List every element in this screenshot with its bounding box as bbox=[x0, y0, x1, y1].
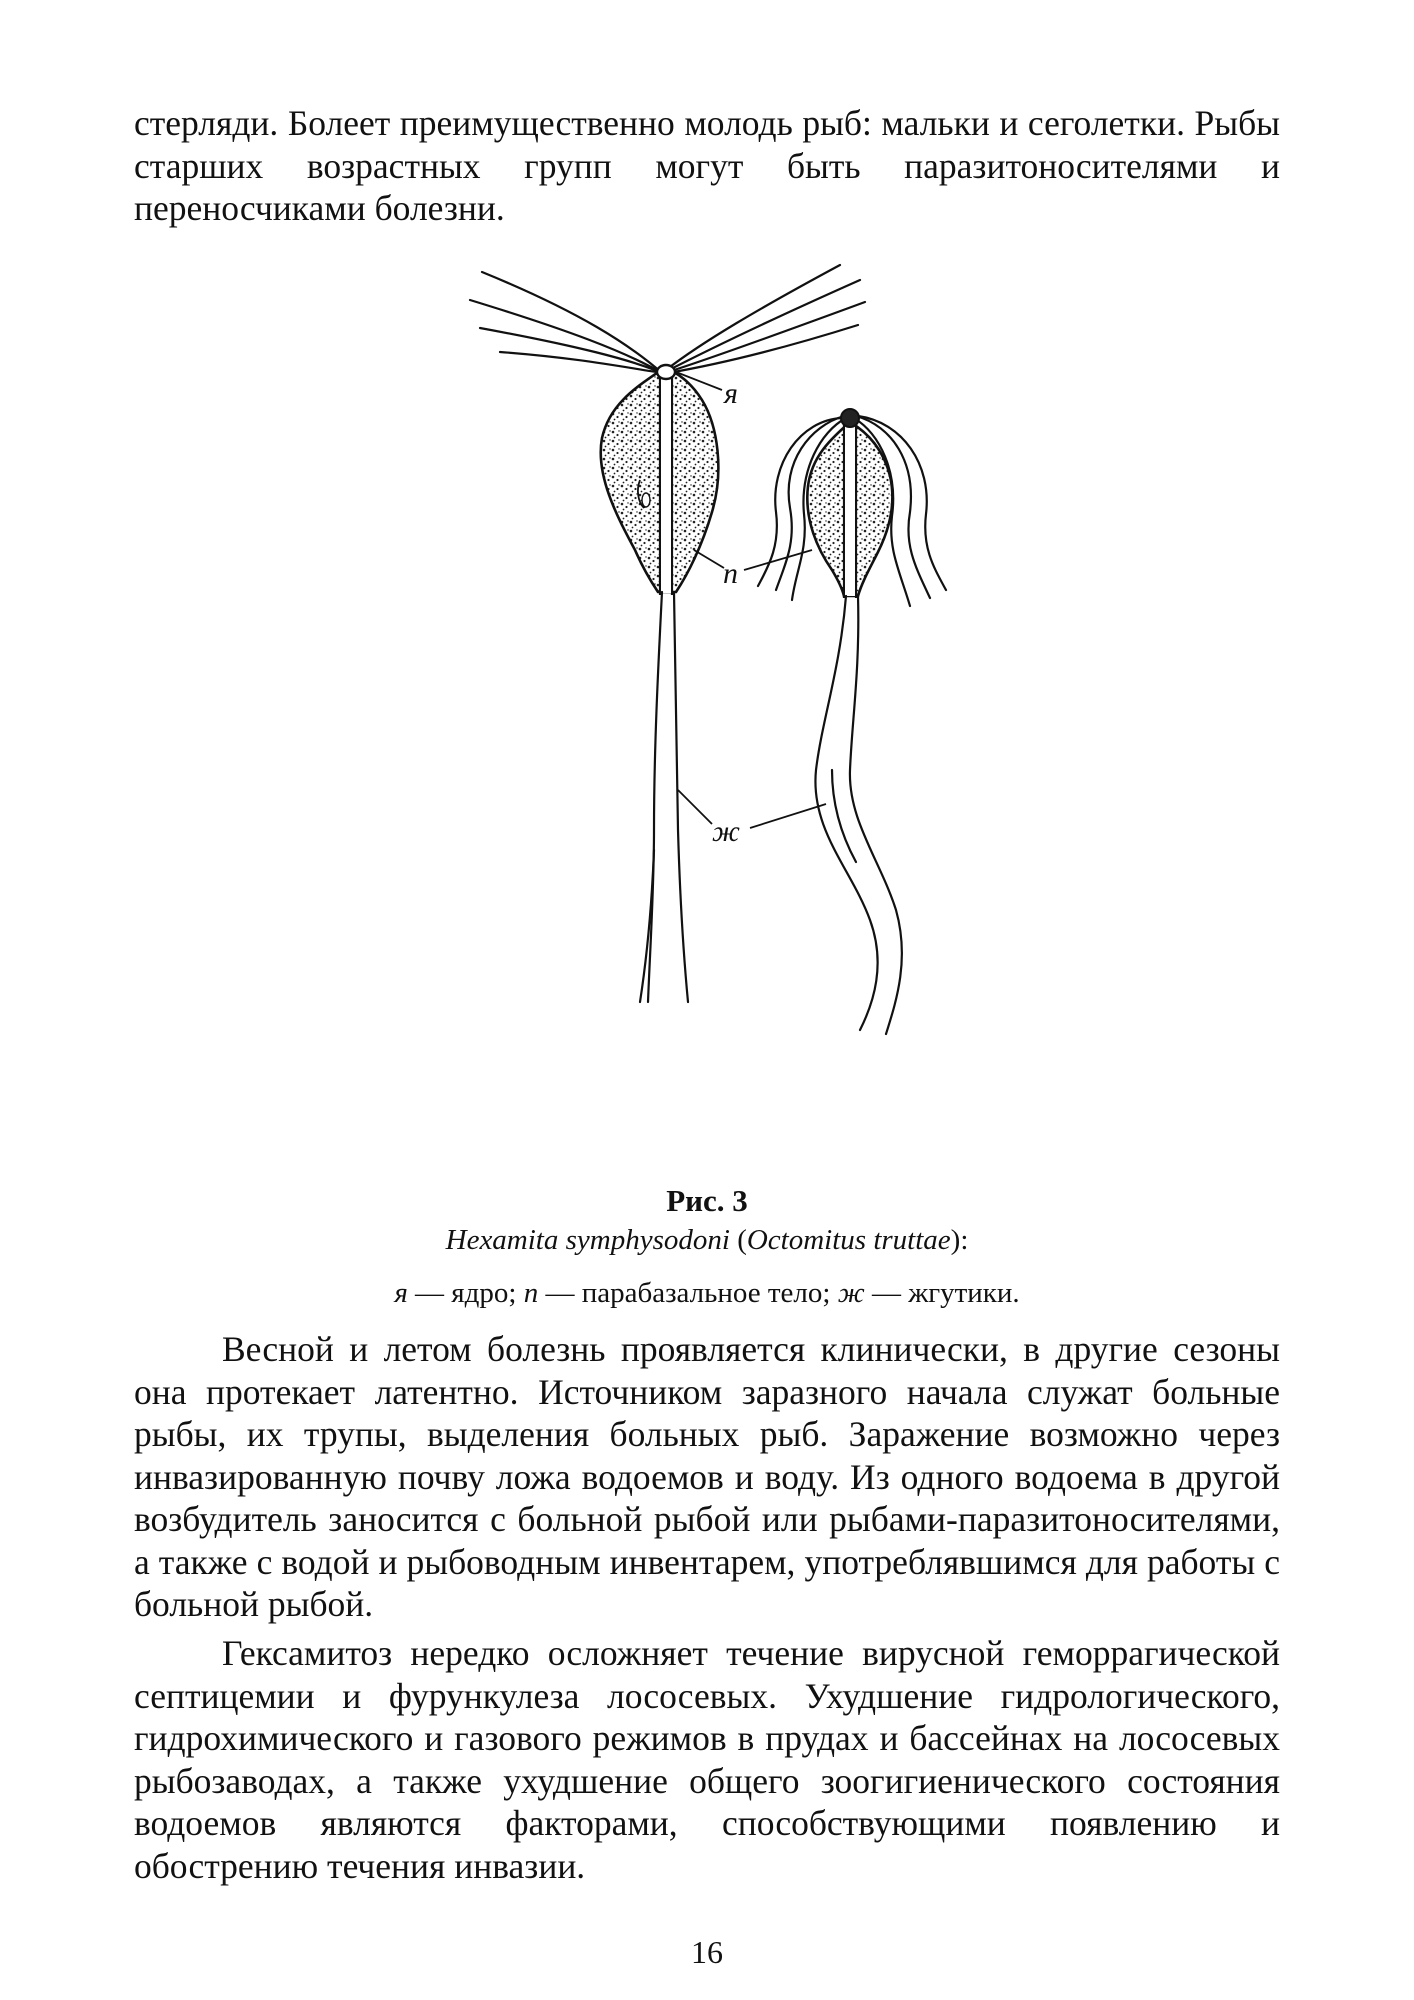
species-close: ): bbox=[950, 1224, 969, 1256]
legend-text-nucleus: — ядро; bbox=[407, 1277, 524, 1309]
parabasal-leader bbox=[694, 550, 724, 568]
species-open: ( bbox=[729, 1224, 747, 1256]
figure-caption-species bbox=[134, 1222, 1280, 1258]
intro-paragraph: стерляди. Болеет преимущественно молодь рыб: мальки и сеголетки. Рыбы старших возрастных групп могут быть паразитоносителями и переносчиками болезни. bbox=[134, 103, 1280, 228]
species-name: Hexamita symphysodoni bbox=[445, 1224, 730, 1256]
species-synonym: Octomitus truttae bbox=[746, 1224, 951, 1256]
legend-abbr-parabasal: п bbox=[523, 1277, 539, 1309]
figure-legend bbox=[134, 1275, 1280, 1311]
legend-text-parabasal: — парабазальное тело; bbox=[538, 1277, 838, 1309]
legend-abbr-flagella: ж bbox=[837, 1277, 865, 1309]
body-paragraph-1: Весной и летом болезнь проявляется клинически, в другие сезоны она протекает латентно. Источником заразного начала служат больные рыбы, их трупы, выделения больных рыб. Заражение возможно через инвазированную почву ложа водоемов и воду. Из одного водоема в другой возбудитель заносится с больной рыбой или рыбами-паразитоносителями, а также с водой и рыбоводным инвентарем, употреблявшимся для работы с больной рыбой. bbox=[134, 1329, 1280, 1624]
left-nucleus bbox=[657, 365, 675, 379]
flagella-leader-left bbox=[678, 790, 712, 824]
label-flagella: ж bbox=[712, 815, 740, 848]
label-nucleus: я bbox=[724, 377, 738, 410]
figure-caption-title: Рис. 3 bbox=[666, 1183, 748, 1218]
right-posterior-flagella bbox=[815, 596, 901, 1034]
right-nucleus bbox=[841, 409, 859, 427]
label-parabasal: п bbox=[723, 557, 738, 590]
left-anterior-flagella bbox=[470, 265, 865, 373]
right-organism bbox=[758, 409, 946, 1034]
flagella-leader-right bbox=[750, 804, 826, 828]
left-posterior-flagella bbox=[640, 592, 688, 1002]
hexamita-figure bbox=[440, 250, 1000, 1170]
body-paragraph-2: Гексамитоз нередко осложняет течение вирусной геморрагической септицемии и фурункулеза лососевых. Ухудшение гидрологического, гидрохимического и газового режимов в прудах и бассейнах на лососевых рыбозаводах, а также ухудшение общего зоогигиенического состояния водоемов являются факторами, способствующими появлению и обострению течения инвазии. bbox=[134, 1633, 1280, 1886]
left-organism bbox=[470, 265, 865, 1002]
page-number: 16 bbox=[691, 1934, 723, 1970]
legend-abbr-nucleus: я bbox=[394, 1277, 408, 1309]
legend-text-flagella: — жгутики. bbox=[864, 1277, 1020, 1309]
